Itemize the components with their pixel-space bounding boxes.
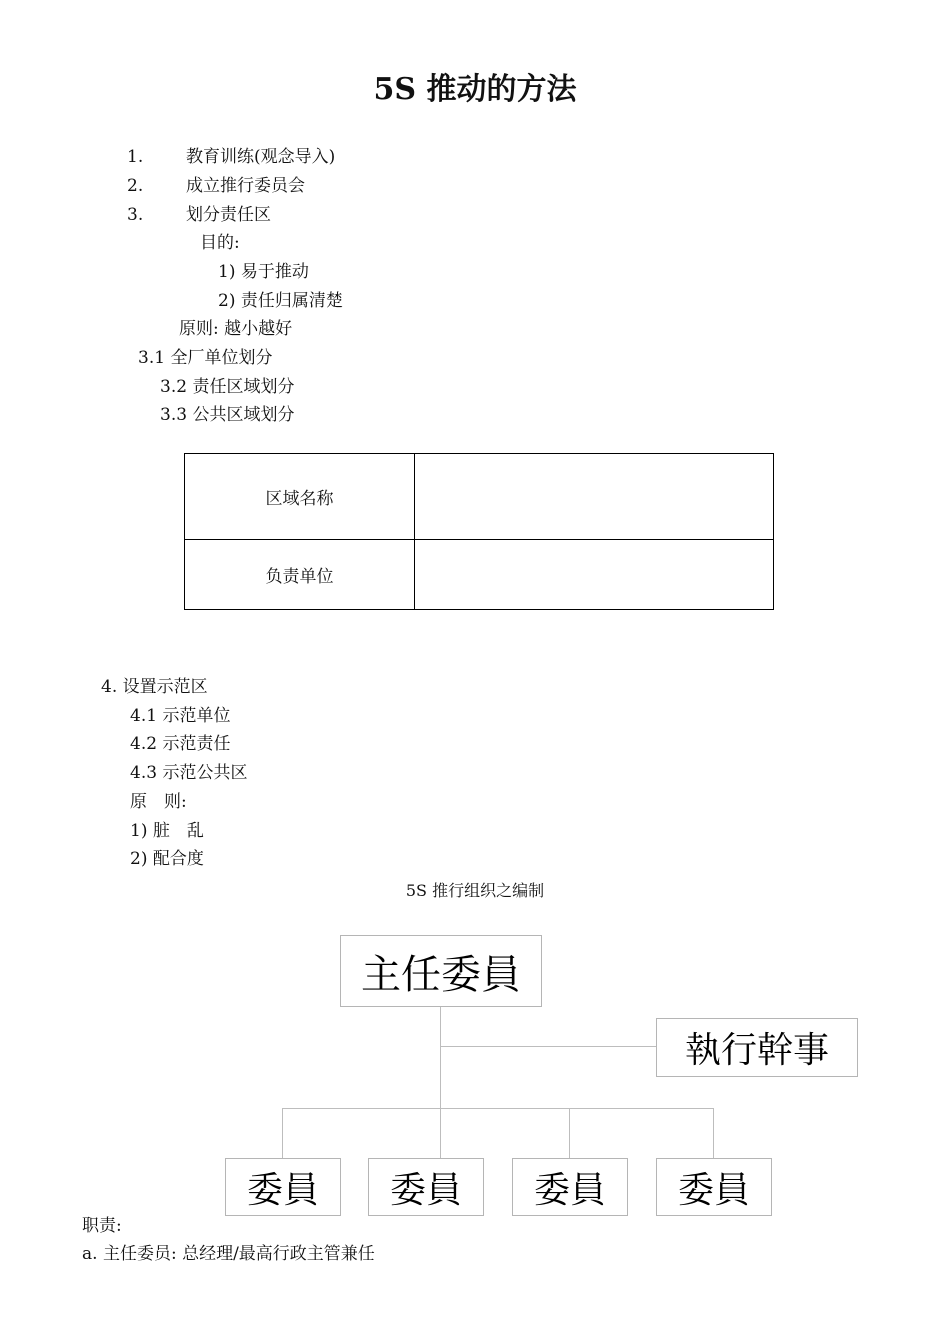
- sub-item: 3.3 公共区域划分: [160, 405, 295, 425]
- purpose-label: 目的:: [200, 233, 240, 253]
- duty-item: a. 主任委员: 总经理/最高行政主管兼任: [82, 1244, 375, 1264]
- connector-line: [569, 1108, 570, 1158]
- sub-item: 3.1 全厂单位划分: [138, 348, 273, 368]
- step-number: 1.: [127, 147, 144, 167]
- step-number: 3.: [127, 205, 144, 225]
- member-label: 委員: [677, 1169, 750, 1211]
- connector-line: [282, 1108, 714, 1109]
- section-item: 4.1 示范单位: [130, 706, 231, 726]
- table-cell-value: [415, 454, 774, 540]
- table-cell-label: 负责单位: [185, 540, 415, 610]
- connector-line: [440, 1006, 441, 1158]
- principle-item: 1) 脏 乱: [130, 821, 204, 841]
- chairman-box: [340, 935, 542, 1007]
- connector-line: [713, 1108, 714, 1158]
- chairman-label: 主任委員: [361, 951, 521, 998]
- table-row: [185, 454, 774, 540]
- member-box: [656, 1158, 772, 1216]
- step-number: 2.: [127, 176, 144, 196]
- step-text: 划分责任区: [186, 205, 271, 225]
- page-title: 5S 推动的方法: [373, 72, 577, 107]
- duties-label: 职责:: [82, 1216, 122, 1236]
- member-box: [225, 1158, 341, 1216]
- step-text: 教育训练(观念导入): [186, 147, 336, 167]
- purpose-item: 2) 责任归属清楚: [218, 291, 343, 311]
- table-cell-label: 区域名称: [185, 454, 415, 540]
- executive-box: [656, 1018, 858, 1077]
- member-label: 委員: [533, 1169, 606, 1211]
- step-text: 成立推行委员会: [186, 176, 305, 196]
- section-item: 4.3 示范公共区: [130, 763, 248, 783]
- member-box: [368, 1158, 484, 1216]
- area-table: [184, 453, 774, 610]
- org-chart-caption: 5S 推行组织之编制: [405, 881, 545, 900]
- member-label: 委員: [389, 1169, 462, 1211]
- purpose-item: 1) 易于推动: [218, 262, 309, 282]
- table-cell-value: [415, 540, 774, 610]
- section-heading: 4. 设置示范区: [101, 677, 208, 697]
- member-box: [512, 1158, 628, 1216]
- sub-item: 3.2 责任区域划分: [160, 377, 295, 397]
- table-row: [185, 540, 774, 610]
- connector-line: [440, 1046, 656, 1047]
- principle-label: 原 则:: [130, 792, 187, 812]
- member-label: 委員: [246, 1169, 319, 1211]
- connector-line: [282, 1108, 283, 1158]
- principle-item: 2) 配合度: [130, 849, 204, 869]
- section-item: 4.2 示范责任: [130, 734, 231, 754]
- principle-line: 原则: 越小越好: [179, 319, 293, 339]
- executive-label: 執行幹事: [684, 1030, 829, 1071]
